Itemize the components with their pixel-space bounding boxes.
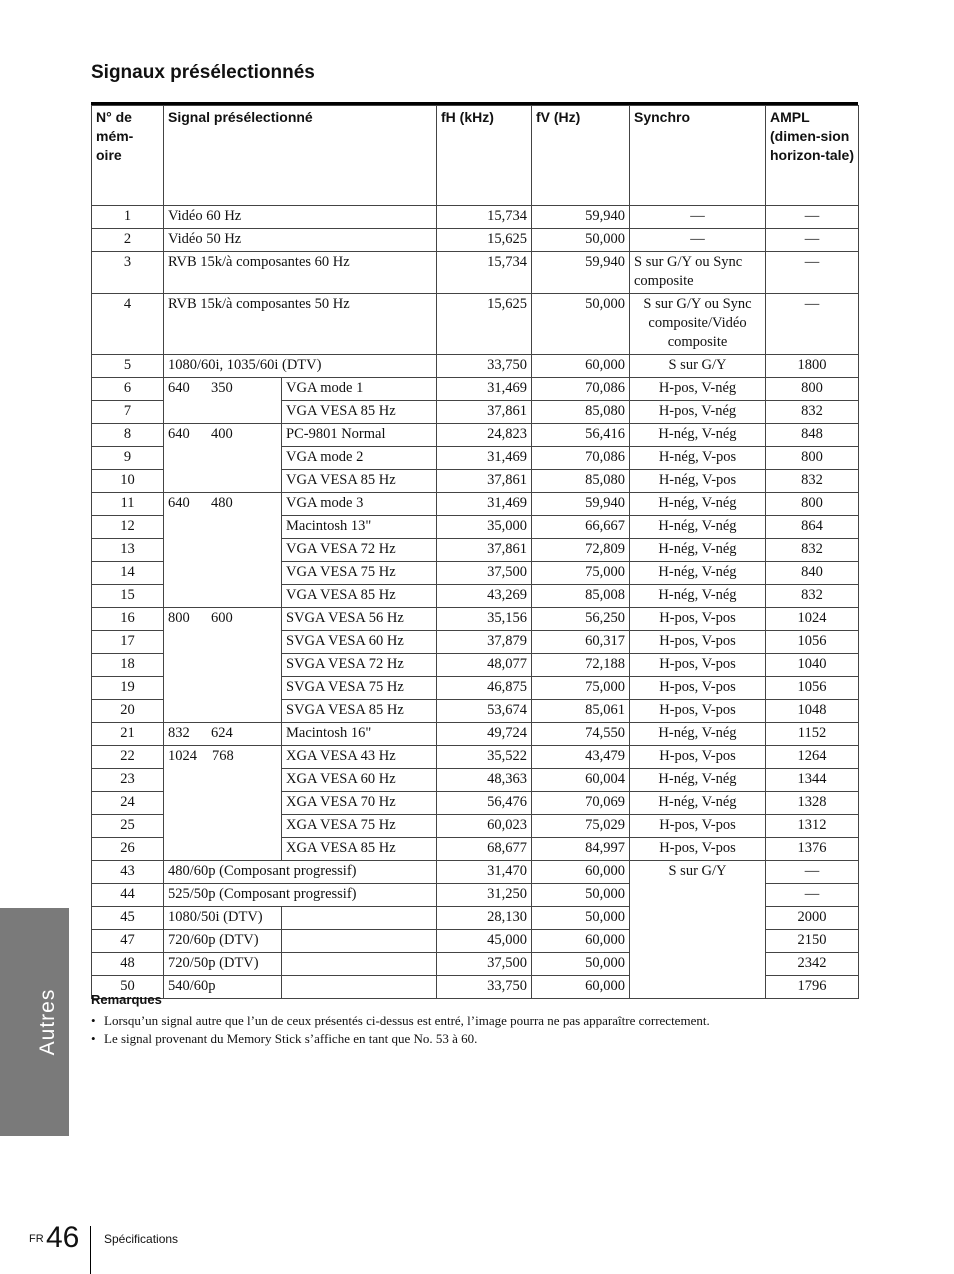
fv-cell: 50,000 bbox=[532, 953, 630, 976]
fh-cell: 35,522 bbox=[437, 746, 532, 769]
fv-cell: 60,000 bbox=[532, 976, 630, 999]
footer-lang: FR bbox=[29, 1233, 44, 1245]
ampl-cell: 1056 bbox=[766, 677, 859, 700]
ampl-cell: 1328 bbox=[766, 792, 859, 815]
table-row bbox=[92, 723, 859, 746]
memory-number-cell: 2 bbox=[92, 229, 164, 252]
ampl-cell: 1152 bbox=[766, 723, 859, 746]
ampl-cell: — bbox=[766, 229, 859, 252]
signal-mode-cell: PC-9801 Normal bbox=[282, 424, 437, 447]
ampl-cell: 832 bbox=[766, 401, 859, 424]
section-title: Signaux présélectionnés bbox=[91, 62, 315, 83]
fh-cell: 33,750 bbox=[437, 976, 532, 999]
fh-cell: 49,724 bbox=[437, 723, 532, 746]
ampl-cell: 800 bbox=[766, 493, 859, 516]
header-sync: Synchro bbox=[630, 106, 766, 206]
signal-mode-cell: VGA VESA 75 Hz bbox=[282, 562, 437, 585]
ampl-cell: 848 bbox=[766, 424, 859, 447]
signal-name-cell: 1080/60i, 1035/60i (DTV) bbox=[164, 355, 437, 378]
sync-cell: H-pos, V-pos bbox=[630, 654, 766, 677]
sync-cell: H-nég, V-nég bbox=[630, 585, 766, 608]
resolution-cell bbox=[164, 424, 282, 493]
ampl-cell: 832 bbox=[766, 585, 859, 608]
page-number: 46 bbox=[46, 1221, 80, 1254]
memory-number-cell: 24 bbox=[92, 792, 164, 815]
fv-cell: 70,086 bbox=[532, 378, 630, 401]
memory-number-cell: 7 bbox=[92, 401, 164, 424]
fv-cell: 72,809 bbox=[532, 539, 630, 562]
ampl-cell: 800 bbox=[766, 447, 859, 470]
fh-cell: 31,469 bbox=[437, 378, 532, 401]
fv-cell: 50,000 bbox=[532, 294, 630, 355]
memory-number-cell: 17 bbox=[92, 631, 164, 654]
resolution-cell bbox=[164, 378, 282, 424]
memory-number-cell: 16 bbox=[92, 608, 164, 631]
fv-cell: 75,000 bbox=[532, 562, 630, 585]
signal-name-cell: 525/50p (Composant progressif) bbox=[164, 884, 437, 907]
fv-cell: 70,069 bbox=[532, 792, 630, 815]
memory-number-cell: 19 bbox=[92, 677, 164, 700]
header-signal: Signal présélectionné bbox=[164, 106, 437, 206]
memory-number-cell: 12 bbox=[92, 516, 164, 539]
table-row bbox=[92, 206, 859, 229]
fv-cell: 60,317 bbox=[532, 631, 630, 654]
resolution-width: 640 bbox=[168, 426, 190, 442]
table-header-row bbox=[92, 106, 859, 206]
fh-cell: 31,470 bbox=[437, 861, 532, 884]
fh-cell: 43,269 bbox=[437, 585, 532, 608]
header-fh: fH (kHz) bbox=[437, 106, 532, 206]
fv-cell: 50,000 bbox=[532, 884, 630, 907]
ampl-cell: 2150 bbox=[766, 930, 859, 953]
ampl-cell: 2342 bbox=[766, 953, 859, 976]
fh-cell: 15,734 bbox=[437, 206, 532, 229]
preset-signals-table bbox=[91, 105, 859, 999]
resolution-cell bbox=[164, 608, 282, 723]
empty-cell bbox=[282, 976, 437, 999]
resolution-width: 1024 bbox=[168, 748, 197, 764]
signal-mode-cell: VGA mode 3 bbox=[282, 493, 437, 516]
signal-name-cell: Vidéo 60 Hz bbox=[164, 206, 437, 229]
footer-divider bbox=[90, 1226, 91, 1274]
fh-cell: 31,250 bbox=[437, 884, 532, 907]
memory-number-cell: 44 bbox=[92, 884, 164, 907]
ampl-cell: 864 bbox=[766, 516, 859, 539]
resolution-cell bbox=[164, 746, 282, 861]
fh-cell: 28,130 bbox=[437, 907, 532, 930]
fh-cell: 15,625 bbox=[437, 229, 532, 252]
fh-cell: 46,875 bbox=[437, 677, 532, 700]
sync-cell: H-pos, V-nég bbox=[630, 401, 766, 424]
fv-cell: 60,000 bbox=[532, 930, 630, 953]
sync-cell: H-pos, V-pos bbox=[630, 631, 766, 654]
fh-cell: 48,363 bbox=[437, 769, 532, 792]
signal-mode-cell: SVGA VESA 60 Hz bbox=[282, 631, 437, 654]
remark-item: • Lorsqu’un signal autre que l’un de ceux présentés ci-dessus est entré, l’image pourra ne pas apparaître correctement. bbox=[91, 1012, 710, 1030]
ampl-cell: 1312 bbox=[766, 815, 859, 838]
fh-cell: 15,734 bbox=[437, 252, 532, 294]
memory-number-cell: 26 bbox=[92, 838, 164, 861]
sync-cell: H-nég, V-nég bbox=[630, 516, 766, 539]
header-fv: fV (Hz) bbox=[532, 106, 630, 206]
signal-name-cell: 720/50p (DTV) bbox=[164, 953, 282, 976]
signal-name-cell: 540/60p bbox=[164, 976, 282, 999]
resolution-cell bbox=[164, 723, 282, 746]
signal-name-cell: 1080/50i (DTV) bbox=[164, 907, 282, 930]
ampl-cell: 832 bbox=[766, 470, 859, 493]
signal-mode-cell: SVGA VESA 72 Hz bbox=[282, 654, 437, 677]
sync-cell: — bbox=[630, 229, 766, 252]
memory-number-cell: 47 bbox=[92, 930, 164, 953]
fh-cell: 37,879 bbox=[437, 631, 532, 654]
resolution-height: 400 bbox=[211, 426, 233, 442]
memory-number-cell: 25 bbox=[92, 815, 164, 838]
fh-cell: 24,823 bbox=[437, 424, 532, 447]
memory-number-cell: 18 bbox=[92, 654, 164, 677]
sync-cell: H-nég, V-nég bbox=[630, 562, 766, 585]
sync-cell: H-pos, V-pos bbox=[630, 746, 766, 769]
header-memory: N° de mém-oire bbox=[92, 106, 164, 206]
sync-cell: H-nég, V-nég bbox=[630, 723, 766, 746]
ampl-cell: 1048 bbox=[766, 700, 859, 723]
fh-cell: 35,000 bbox=[437, 516, 532, 539]
signal-name-cell: 480/60p (Composant progressif) bbox=[164, 861, 437, 884]
memory-number-cell: 48 bbox=[92, 953, 164, 976]
sync-cell: H-pos, V-pos bbox=[630, 677, 766, 700]
fv-cell: 70,086 bbox=[532, 447, 630, 470]
fv-cell: 56,250 bbox=[532, 608, 630, 631]
fh-cell: 53,674 bbox=[437, 700, 532, 723]
sync-cell: H-pos, V-nég bbox=[630, 378, 766, 401]
fh-cell: 31,469 bbox=[437, 447, 532, 470]
sync-cell: H-nég, V-nég bbox=[630, 539, 766, 562]
fh-cell: 15,625 bbox=[437, 294, 532, 355]
ampl-cell: — bbox=[766, 252, 859, 294]
fh-cell: 31,469 bbox=[437, 493, 532, 516]
fv-cell: 84,997 bbox=[532, 838, 630, 861]
signal-name-cell: 720/60p (DTV) bbox=[164, 930, 282, 953]
table-row bbox=[92, 861, 859, 884]
memory-number-cell: 14 bbox=[92, 562, 164, 585]
memory-number-cell: 23 bbox=[92, 769, 164, 792]
ampl-cell: — bbox=[766, 206, 859, 229]
empty-cell bbox=[282, 953, 437, 976]
signal-mode-cell: VGA mode 1 bbox=[282, 378, 437, 401]
memory-number-cell: 5 bbox=[92, 355, 164, 378]
ampl-cell: 1344 bbox=[766, 769, 859, 792]
fh-cell: 45,000 bbox=[437, 930, 532, 953]
sync-cell: — bbox=[630, 206, 766, 229]
signal-mode-cell: Macintosh 16" bbox=[282, 723, 437, 746]
ampl-cell: — bbox=[766, 294, 859, 355]
ampl-cell: 1264 bbox=[766, 746, 859, 769]
fv-cell: 59,940 bbox=[532, 206, 630, 229]
ampl-cell: — bbox=[766, 884, 859, 907]
footer-section: Spécifications bbox=[104, 1232, 179, 1246]
memory-number-cell: 8 bbox=[92, 424, 164, 447]
memory-number-cell: 50 bbox=[92, 976, 164, 999]
sync-cell: H-nég, V-pos bbox=[630, 447, 766, 470]
table-row bbox=[92, 746, 859, 769]
table-row bbox=[92, 378, 859, 401]
fv-cell: 74,550 bbox=[532, 723, 630, 746]
signal-mode-cell: VGA mode 2 bbox=[282, 447, 437, 470]
memory-number-cell: 3 bbox=[92, 252, 164, 294]
fv-cell: 85,008 bbox=[532, 585, 630, 608]
table-row bbox=[92, 355, 859, 378]
table-row bbox=[92, 424, 859, 447]
side-tab-label: Autres bbox=[36, 988, 59, 1056]
memory-number-cell: 20 bbox=[92, 700, 164, 723]
signal-mode-cell: XGA VESA 85 Hz bbox=[282, 838, 437, 861]
fv-cell: 60,000 bbox=[532, 355, 630, 378]
resolution-width: 640 bbox=[168, 495, 190, 511]
fv-cell: 85,061 bbox=[532, 700, 630, 723]
table-row bbox=[92, 229, 859, 252]
memory-number-cell: 11 bbox=[92, 493, 164, 516]
fv-cell: 60,004 bbox=[532, 769, 630, 792]
ampl-cell: 1376 bbox=[766, 838, 859, 861]
sync-cell: H-nég, V-nég bbox=[630, 493, 766, 516]
fv-cell: 60,000 bbox=[532, 861, 630, 884]
remarks-heading: Remarques bbox=[91, 992, 162, 1007]
sync-cell: H-pos, V-pos bbox=[630, 838, 766, 861]
remark-item: • Le signal provenant du Memory Stick s’affiche en tant que No. 53 à 60. bbox=[91, 1030, 710, 1048]
fv-cell: 75,000 bbox=[532, 677, 630, 700]
memory-number-cell: 22 bbox=[92, 746, 164, 769]
sync-cell: S sur G/Y bbox=[630, 355, 766, 378]
ampl-cell: 1040 bbox=[766, 654, 859, 677]
fh-cell: 37,861 bbox=[437, 401, 532, 424]
sync-cell: H-pos, V-pos bbox=[630, 815, 766, 838]
ampl-cell: 1796 bbox=[766, 976, 859, 999]
memory-number-cell: 9 bbox=[92, 447, 164, 470]
empty-cell bbox=[282, 930, 437, 953]
signal-mode-cell: VGA VESA 72 Hz bbox=[282, 539, 437, 562]
fh-cell: 35,156 bbox=[437, 608, 532, 631]
signal-mode-cell: VGA VESA 85 Hz bbox=[282, 585, 437, 608]
resolution-width: 640 bbox=[168, 380, 190, 396]
fh-cell: 37,500 bbox=[437, 953, 532, 976]
signal-mode-cell: VGA VESA 85 Hz bbox=[282, 470, 437, 493]
fv-cell: 50,000 bbox=[532, 907, 630, 930]
resolution-height: 624 bbox=[211, 725, 233, 741]
resolution-width: 832 bbox=[168, 725, 190, 741]
signal-mode-cell: VGA VESA 85 Hz bbox=[282, 401, 437, 424]
header-ampl: AMPL (dimen-sion horizon-tale) bbox=[766, 106, 859, 206]
sync-cell: H-nég, V-nég bbox=[630, 769, 766, 792]
table-row bbox=[92, 252, 859, 294]
resolution-height: 768 bbox=[212, 748, 234, 764]
ampl-cell: — bbox=[766, 861, 859, 884]
fh-cell: 37,861 bbox=[437, 470, 532, 493]
fv-cell: 85,080 bbox=[532, 401, 630, 424]
fv-cell: 66,667 bbox=[532, 516, 630, 539]
sync-cell: H-nég, V-nég bbox=[630, 792, 766, 815]
signal-name-cell: RVB 15k/à composantes 60 Hz bbox=[164, 252, 437, 294]
resolution-cell bbox=[164, 493, 282, 608]
fv-cell: 56,416 bbox=[532, 424, 630, 447]
memory-number-cell: 10 bbox=[92, 470, 164, 493]
signal-name-cell: RVB 15k/à composantes 50 Hz bbox=[164, 294, 437, 355]
signal-name-cell: Vidéo 50 Hz bbox=[164, 229, 437, 252]
memory-number-cell: 13 bbox=[92, 539, 164, 562]
signal-mode-cell: XGA VESA 75 Hz bbox=[282, 815, 437, 838]
fh-cell: 48,077 bbox=[437, 654, 532, 677]
memory-number-cell: 4 bbox=[92, 294, 164, 355]
memory-number-cell: 15 bbox=[92, 585, 164, 608]
sync-cell: H-pos, V-pos bbox=[630, 608, 766, 631]
resolution-width: 800 bbox=[168, 610, 190, 626]
signal-mode-cell: XGA VESA 43 Hz bbox=[282, 746, 437, 769]
resolution-height: 480 bbox=[211, 495, 233, 511]
fh-cell: 56,476 bbox=[437, 792, 532, 815]
fh-cell: 37,500 bbox=[437, 562, 532, 585]
sync-cell: S sur G/Y ou Sync composite bbox=[630, 252, 766, 294]
fh-cell: 68,677 bbox=[437, 838, 532, 861]
sync-cell: H-nég, V-nég bbox=[630, 424, 766, 447]
memory-number-cell: 45 bbox=[92, 907, 164, 930]
resolution-height: 600 bbox=[211, 610, 233, 626]
fh-cell: 33,750 bbox=[437, 355, 532, 378]
fh-cell: 37,861 bbox=[437, 539, 532, 562]
ampl-cell: 1024 bbox=[766, 608, 859, 631]
memory-number-cell: 1 bbox=[92, 206, 164, 229]
sync-cell: H-pos, V-pos bbox=[630, 700, 766, 723]
signal-mode-cell: Macintosh 13" bbox=[282, 516, 437, 539]
fv-cell: 75,029 bbox=[532, 815, 630, 838]
sync-merged-cell: S sur G/Y bbox=[630, 861, 766, 999]
fv-cell: 43,479 bbox=[532, 746, 630, 769]
table-row bbox=[92, 608, 859, 631]
ampl-cell: 2000 bbox=[766, 907, 859, 930]
ampl-cell: 1056 bbox=[766, 631, 859, 654]
resolution-height: 350 bbox=[211, 380, 233, 396]
fv-cell: 59,940 bbox=[532, 252, 630, 294]
signal-mode-cell: SVGA VESA 75 Hz bbox=[282, 677, 437, 700]
table-row bbox=[92, 294, 859, 355]
remarks-list bbox=[91, 1012, 710, 1048]
signal-mode-cell: SVGA VESA 56 Hz bbox=[282, 608, 437, 631]
signal-mode-cell: XGA VESA 70 Hz bbox=[282, 792, 437, 815]
ampl-cell: 832 bbox=[766, 539, 859, 562]
ampl-cell: 800 bbox=[766, 378, 859, 401]
table-row bbox=[92, 493, 859, 516]
sync-cell: S sur G/Y ou Sync composite/Vidéo composite bbox=[630, 294, 766, 355]
memory-number-cell: 43 bbox=[92, 861, 164, 884]
fv-cell: 85,080 bbox=[532, 470, 630, 493]
ampl-cell: 840 bbox=[766, 562, 859, 585]
fv-cell: 59,940 bbox=[532, 493, 630, 516]
empty-cell bbox=[282, 907, 437, 930]
fh-cell: 60,023 bbox=[437, 815, 532, 838]
sync-cell: H-nég, V-pos bbox=[630, 470, 766, 493]
signal-mode-cell: XGA VESA 60 Hz bbox=[282, 769, 437, 792]
fv-cell: 50,000 bbox=[532, 229, 630, 252]
ampl-cell: 1800 bbox=[766, 355, 859, 378]
memory-number-cell: 21 bbox=[92, 723, 164, 746]
memory-number-cell: 6 bbox=[92, 378, 164, 401]
fv-cell: 72,188 bbox=[532, 654, 630, 677]
signal-mode-cell: SVGA VESA 85 Hz bbox=[282, 700, 437, 723]
